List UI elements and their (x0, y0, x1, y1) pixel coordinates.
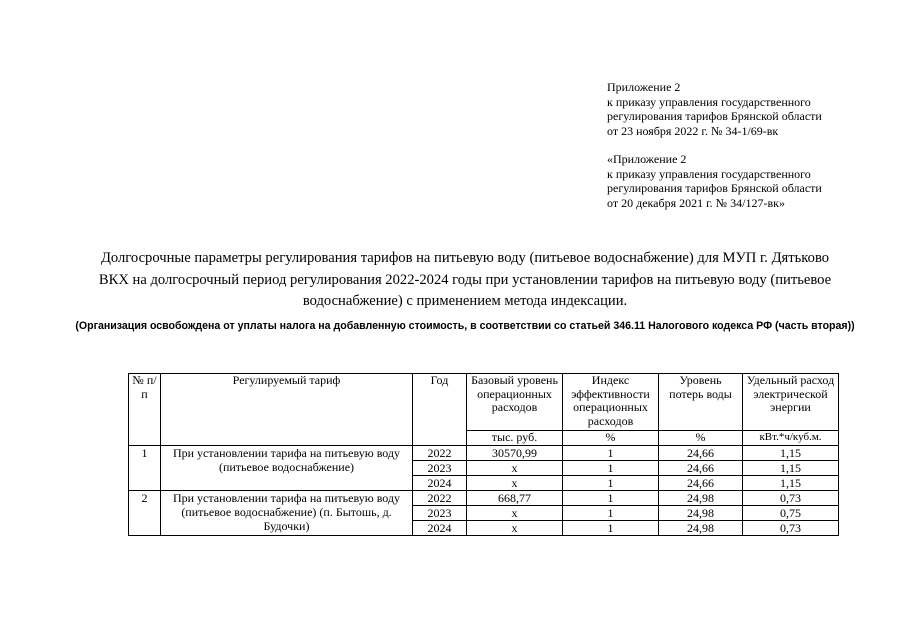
cell-losses: 24,98 (659, 505, 743, 520)
cell-year: 2024 (413, 520, 467, 535)
cell-index: 1 (563, 445, 659, 460)
appendix-line: регулирования тарифов Брянской области (607, 181, 822, 196)
appendix-line: от 20 декабря 2021 г. № 34/127-вк» (607, 195, 785, 210)
appendix-header-original (607, 152, 822, 210)
header-base: Базовый уровень операционных расходов (467, 374, 563, 431)
header-tariff: Регулируемый тариф (161, 374, 413, 446)
cell-specific: 0,73 (743, 490, 839, 505)
vat-note: (Организация освобождена от уплаты налога на добавленную стоимость, в соответствии со статьей 346.11 Налогового кодекса РФ (часть вторая)) (75, 320, 855, 332)
cell-base: x (467, 460, 563, 475)
cell-index: 1 (563, 460, 659, 475)
cell-year: 2023 (413, 460, 467, 475)
table-row (129, 490, 839, 505)
title-line: Долгосрочные параметры регулирования тарифов на питьевую воду (питьевое водоснабжение) для МУП г. Дятьково (100, 250, 830, 266)
appendix-line: к приказу управления государственного (607, 166, 811, 181)
header-index: Индекс эффективности операционных расходов (563, 374, 659, 431)
cell-base: 30570,99 (467, 445, 563, 460)
tariff-parameters-table (128, 373, 839, 536)
unit-specific: кВт.*ч/куб.м. (743, 431, 839, 446)
row-number: 2 (129, 490, 161, 535)
cell-base: x (467, 520, 563, 535)
cell-base: 668,77 (467, 490, 563, 505)
appendix-line: Приложение 2 (607, 80, 681, 94)
unit-base: тыс. руб. (467, 431, 563, 446)
appendix-line: регулирования тарифов Брянской области (607, 109, 822, 124)
cell-specific: 1,15 (743, 475, 839, 490)
cell-base: x (467, 505, 563, 520)
header-num: № п/п (129, 374, 161, 446)
unit-index: % (563, 431, 659, 446)
table-row (129, 445, 839, 460)
tariff-name: При установлении тарифа на питьевую воду (питьевое водоснабжение) (п. Бытошь, д. Будочки) (161, 490, 413, 535)
cell-specific: 0,73 (743, 520, 839, 535)
appendix-header-current (607, 80, 822, 138)
row-number: 1 (129, 445, 161, 490)
header-year: Год (413, 374, 467, 446)
appendix-line: от 23 ноября 2022 г. № 34-1/69-вк (607, 123, 779, 138)
cell-year: 2024 (413, 475, 467, 490)
cell-index: 1 (563, 475, 659, 490)
cell-specific: 1,15 (743, 445, 839, 460)
tariff-name: При установлении тарифа на питьевую воду (питьевое водоснабжение) (161, 445, 413, 490)
cell-specific: 0,75 (743, 505, 839, 520)
cell-year: 2022 (413, 490, 467, 505)
cell-year: 2022 (413, 445, 467, 460)
cell-index: 1 (563, 505, 659, 520)
document-title (60, 248, 870, 313)
title-line: водоснабжение) с применением метода индексации. (302, 293, 628, 310)
unit-losses: % (659, 431, 743, 446)
cell-losses: 24,98 (659, 490, 743, 505)
table-header-row (129, 374, 839, 431)
cell-losses: 24,98 (659, 520, 743, 535)
cell-losses: 24,66 (659, 475, 743, 490)
cell-losses: 24,66 (659, 460, 743, 475)
cell-base: x (467, 475, 563, 490)
cell-losses: 24,66 (659, 445, 743, 460)
cell-specific: 1,15 (743, 460, 839, 475)
appendix-line: «Приложение 2 (607, 152, 687, 166)
title-line: ВКХ на долгосрочный период регулирования 2022-2024 годы при установлении тарифов на питьевую воду (питьевое (98, 271, 832, 288)
cell-index: 1 (563, 520, 659, 535)
appendix-line: к приказу управления государственного (607, 94, 811, 109)
cell-index: 1 (563, 490, 659, 505)
header-losses: Уровень потерь воды (659, 374, 743, 431)
header-specific: Удельный расход электрической энергии (743, 374, 839, 431)
cell-year: 2023 (413, 505, 467, 520)
